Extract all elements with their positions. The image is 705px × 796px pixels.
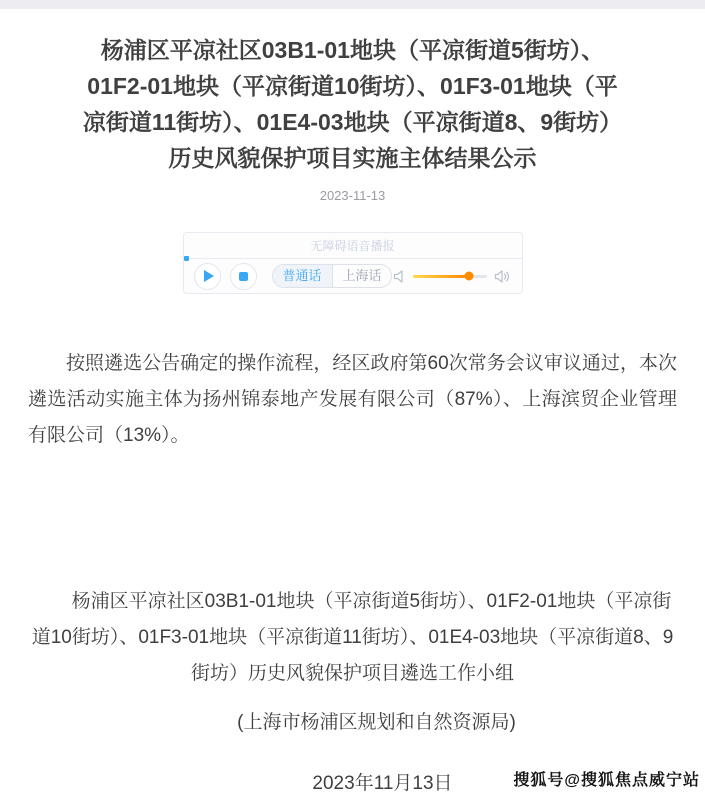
- body-paragraph: 按照遴选公告确定的操作流程，经区政府第60次常务会议审议通过，本次遴选活动实施主体为扬州锦泰地产发展有限公司（87%）、上海滨贸企业管理有限公司（13%）。: [28, 353, 677, 446]
- audio-player-controls: [184, 259, 522, 293]
- audio-player-header: [184, 233, 522, 259]
- audio-player-title: 无障碍语音播报: [310, 239, 395, 253]
- signature-date-line: 2023年11月13日: [312, 773, 453, 794]
- sohu-watermark: 搜狐号@搜狐焦点威宁站: [513, 772, 700, 789]
- speaker-low-icon: [392, 268, 406, 284]
- play-button[interactable]: [194, 263, 221, 290]
- stop-icon: [239, 272, 248, 281]
- top-bar: [0, 0, 705, 9]
- audio-progress-thumb[interactable]: [184, 256, 189, 261]
- audio-player-widget: [183, 232, 523, 294]
- volume-slider[interactable]: [413, 275, 487, 278]
- stop-button[interactable]: [230, 263, 257, 290]
- volume-thumb[interactable]: [465, 272, 474, 281]
- publish-date: 2023-11-13: [319, 188, 386, 203]
- volume-fill: [413, 275, 470, 278]
- signature-org-line: (上海市杨浦区规划和自然资源局): [237, 712, 516, 733]
- language-option-mandarin[interactable]: 普通话: [273, 265, 332, 287]
- signature-group-line: 杨浦区平凉社区03B1-01地块（平凉街道5街坊）、01F2-01地块（平凉街道10街坊）、01F3-01地块（平凉街道11街坊）、01E4-03地块（平凉街道8、9街坊）历史风貌保护项目遴选工作小组: [31, 591, 674, 684]
- article-title: 杨浦区平凉社区03B1-01地块（平凉街道5街坊）、01F2-01地块（平凉街道10街坊）、01F3-01地块（平凉街道11街坊）、01E4-03地块（平凉街道8、9街坊）历史风貌保护项目实施主体结果公示: [82, 37, 623, 171]
- volume-control: [392, 268, 512, 284]
- language-toggle: [272, 264, 392, 288]
- speaker-high-icon: [494, 268, 512, 284]
- language-option-shanghainese[interactable]: 上海话: [332, 265, 392, 287]
- play-icon: [204, 270, 214, 282]
